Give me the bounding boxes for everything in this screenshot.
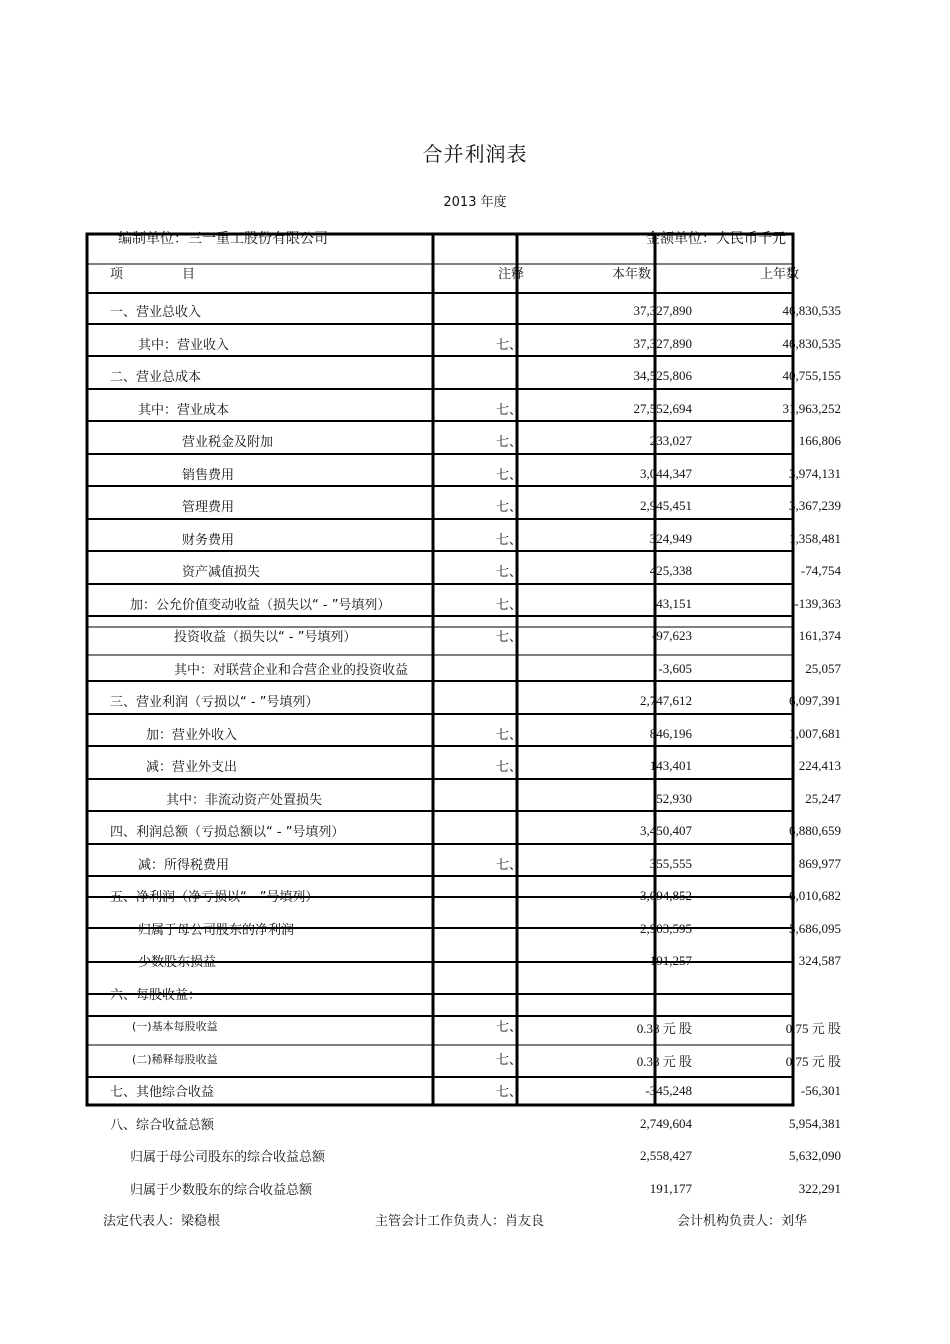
row-previous: 5,632,090	[789, 1148, 841, 1163]
table-row	[0, 748, 950, 780]
row-current: 52,930	[656, 791, 692, 806]
row-current: 37,327,890	[633, 303, 692, 318]
table-row	[0, 618, 950, 650]
row-note: 七、	[496, 1020, 523, 1035]
row-previous: 3,367,239	[789, 498, 841, 513]
row-current: 3,044,347	[640, 466, 692, 481]
table-row	[0, 976, 950, 1008]
row-previous: 0.75 元 股	[785, 1054, 841, 1069]
row-previous: 3,974,131	[789, 466, 841, 481]
row-current: 2,747,612	[640, 693, 692, 708]
row-current: 355,555	[649, 856, 692, 871]
row-label: (二)稀释每股收益	[132, 1053, 218, 1066]
row-previous: 6,880,659	[789, 823, 841, 838]
table-row	[0, 521, 950, 553]
row-note: 七、	[496, 1085, 523, 1100]
row-current: 37,327,890	[633, 336, 692, 351]
row-note: 七、	[496, 403, 523, 418]
row-current: 34,525,806	[633, 368, 692, 383]
row-previous: 31,963,252	[782, 401, 841, 416]
row-previous: 224,413	[798, 758, 841, 773]
row-previous: 5,686,095	[789, 921, 841, 936]
table-row	[0, 683, 950, 715]
row-label: 营业税金及附加	[182, 435, 274, 450]
row-note: 七、	[496, 468, 523, 483]
row-current: -345,248	[645, 1083, 692, 1098]
row-current: 324,949	[649, 531, 692, 546]
table-row	[0, 1041, 950, 1073]
row-label: 三、营业利润（亏损以“ - ”号填列）	[110, 695, 319, 710]
row-note: 七、	[496, 500, 523, 515]
table-row	[0, 781, 950, 813]
accounting-dept-head: 会计机构负责人：刘华	[677, 1214, 808, 1229]
row-label: (一)基本每股收益	[132, 1020, 218, 1033]
row-previous: 166,806	[798, 433, 841, 448]
row-previous: -74,754	[800, 563, 841, 578]
row-previous: -56,301	[800, 1083, 841, 1098]
row-previous: 0.75 元 股	[785, 1021, 841, 1036]
header-current-year: 本年数	[612, 267, 652, 282]
row-current: 2,903,595	[640, 921, 692, 936]
row-label: 四、利润总额（亏损总额以“ - ”号填列）	[110, 825, 345, 840]
row-label: 加：营业外收入	[146, 728, 238, 743]
row-current: 425,338	[649, 563, 692, 578]
row-previous: 1,358,481	[789, 531, 841, 546]
table-row	[0, 716, 950, 748]
row-label: 其中：营业成本	[138, 403, 230, 418]
accounting-head: 主管会计工作负责人：肖友良	[375, 1214, 545, 1229]
row-previous: 46,830,535	[782, 303, 841, 318]
row-current: 233,027	[649, 433, 692, 448]
table-row	[0, 326, 950, 358]
report-period: 2013 年度	[443, 195, 507, 210]
row-current: 27,552,694	[633, 401, 692, 416]
row-note: 七、	[496, 598, 523, 613]
row-label: 其中：非流动资产处置损失	[166, 793, 323, 808]
header-note: 注释	[498, 267, 525, 282]
row-previous: 6,097,391	[789, 693, 841, 708]
row-note: 七、	[496, 630, 523, 645]
table-row	[0, 1171, 950, 1203]
row-label: 归属于母公司股东的综合收益总额	[130, 1150, 326, 1165]
row-previous: 46,830,535	[782, 336, 841, 351]
row-label: 财务费用	[182, 533, 235, 548]
row-current: 43,151	[656, 596, 692, 611]
row-current: 2,945,451	[640, 498, 692, 513]
row-current: 0.38 元 股	[636, 1054, 692, 1069]
table-row	[0, 586, 950, 618]
row-previous: 161,374	[798, 628, 841, 643]
row-current: 0.38 元 股	[636, 1021, 692, 1036]
row-note: 七、	[496, 565, 523, 580]
row-note: 七、	[496, 1053, 523, 1068]
row-label: 少数股东损益	[138, 955, 217, 970]
table-row	[0, 553, 950, 585]
row-previous: -139,363	[794, 596, 841, 611]
row-note: 七、	[496, 533, 523, 548]
table-row	[0, 943, 950, 975]
row-label: 五、净利润（净亏损以“ - ”号填列）	[110, 890, 319, 905]
table-row	[0, 391, 950, 423]
table-row	[0, 846, 950, 878]
row-previous: 25,057	[805, 661, 841, 676]
row-label: 六、每股收益：	[110, 988, 202, 1003]
row-note: 七、	[496, 728, 523, 743]
row-current: 2,749,604	[640, 1116, 692, 1131]
currency-unit: 金额单位：人民币千元	[646, 231, 786, 247]
row-label: 其中：对联营企业和合营企业的投资收益	[174, 663, 409, 678]
row-current: -97,623	[651, 628, 692, 643]
row-label: 归属于少数股东的综合收益总额	[130, 1183, 313, 1198]
row-label: 减：所得税费用	[138, 858, 230, 873]
row-label: 销售费用	[182, 468, 235, 483]
legal-representative: 法定代表人：梁稳根	[103, 1214, 221, 1229]
row-note: 七、	[496, 435, 523, 450]
table-row	[0, 1138, 950, 1170]
table-row	[0, 488, 950, 520]
row-previous: 324,587	[798, 953, 841, 968]
table-row	[0, 813, 950, 845]
row-label: 管理费用	[182, 500, 235, 515]
row-current: 846,196	[649, 726, 692, 741]
row-note: 七、	[496, 338, 523, 353]
table-row	[0, 651, 950, 683]
table-row	[0, 1106, 950, 1138]
row-label: 二、营业总成本	[110, 370, 202, 385]
row-label: 归属于母公司股东的净利润	[138, 923, 295, 938]
row-previous: 40,755,155	[782, 368, 841, 383]
header-item: 项	[110, 267, 124, 282]
row-current: 3,094,852	[640, 888, 692, 903]
row-previous: 25,247	[805, 791, 841, 806]
table-row	[0, 1008, 950, 1040]
table-row	[0, 358, 950, 390]
row-previous: 1,007,681	[789, 726, 841, 741]
row-current: -3,605	[658, 661, 692, 676]
row-label: 七、其他综合收益	[110, 1085, 215, 1100]
row-current: 191,257	[649, 953, 692, 968]
row-previous: 322,291	[798, 1181, 841, 1196]
row-current: 2,558,427	[640, 1148, 692, 1163]
row-current: 191,177	[649, 1181, 692, 1196]
row-previous: 5,954,381	[789, 1116, 841, 1131]
row-note: 七、	[496, 858, 523, 873]
row-label: 投资收益（损失以“ - ”号填列）	[174, 630, 357, 645]
row-current: 143,401	[649, 758, 692, 773]
row-label: 八、综合收益总额	[110, 1118, 215, 1133]
table-row	[0, 911, 950, 943]
header-previous-year: 上年数	[760, 267, 800, 282]
row-label: 资产减值损失	[182, 565, 261, 580]
table-row	[0, 423, 950, 455]
header-item-2: 目	[182, 267, 196, 282]
page-title: 合并利润表	[422, 142, 528, 166]
row-current: 3,450,407	[640, 823, 692, 838]
row-label: 减：营业外支出	[146, 760, 238, 775]
table-row	[0, 1073, 950, 1105]
row-label: 加：公允价值变动收益（损失以“ - ”号填列）	[130, 598, 391, 613]
row-label: 其中：营业收入	[138, 338, 230, 353]
table-row	[0, 456, 950, 488]
row-label: 一、营业总收入	[110, 305, 202, 320]
table-row	[0, 293, 950, 325]
row-previous: 869,977	[798, 856, 841, 871]
row-previous: 6,010,682	[789, 888, 841, 903]
company-name: 编制单位：三一重工股份有限公司	[118, 231, 328, 247]
table-row	[0, 878, 950, 910]
row-note: 七、	[496, 760, 523, 775]
